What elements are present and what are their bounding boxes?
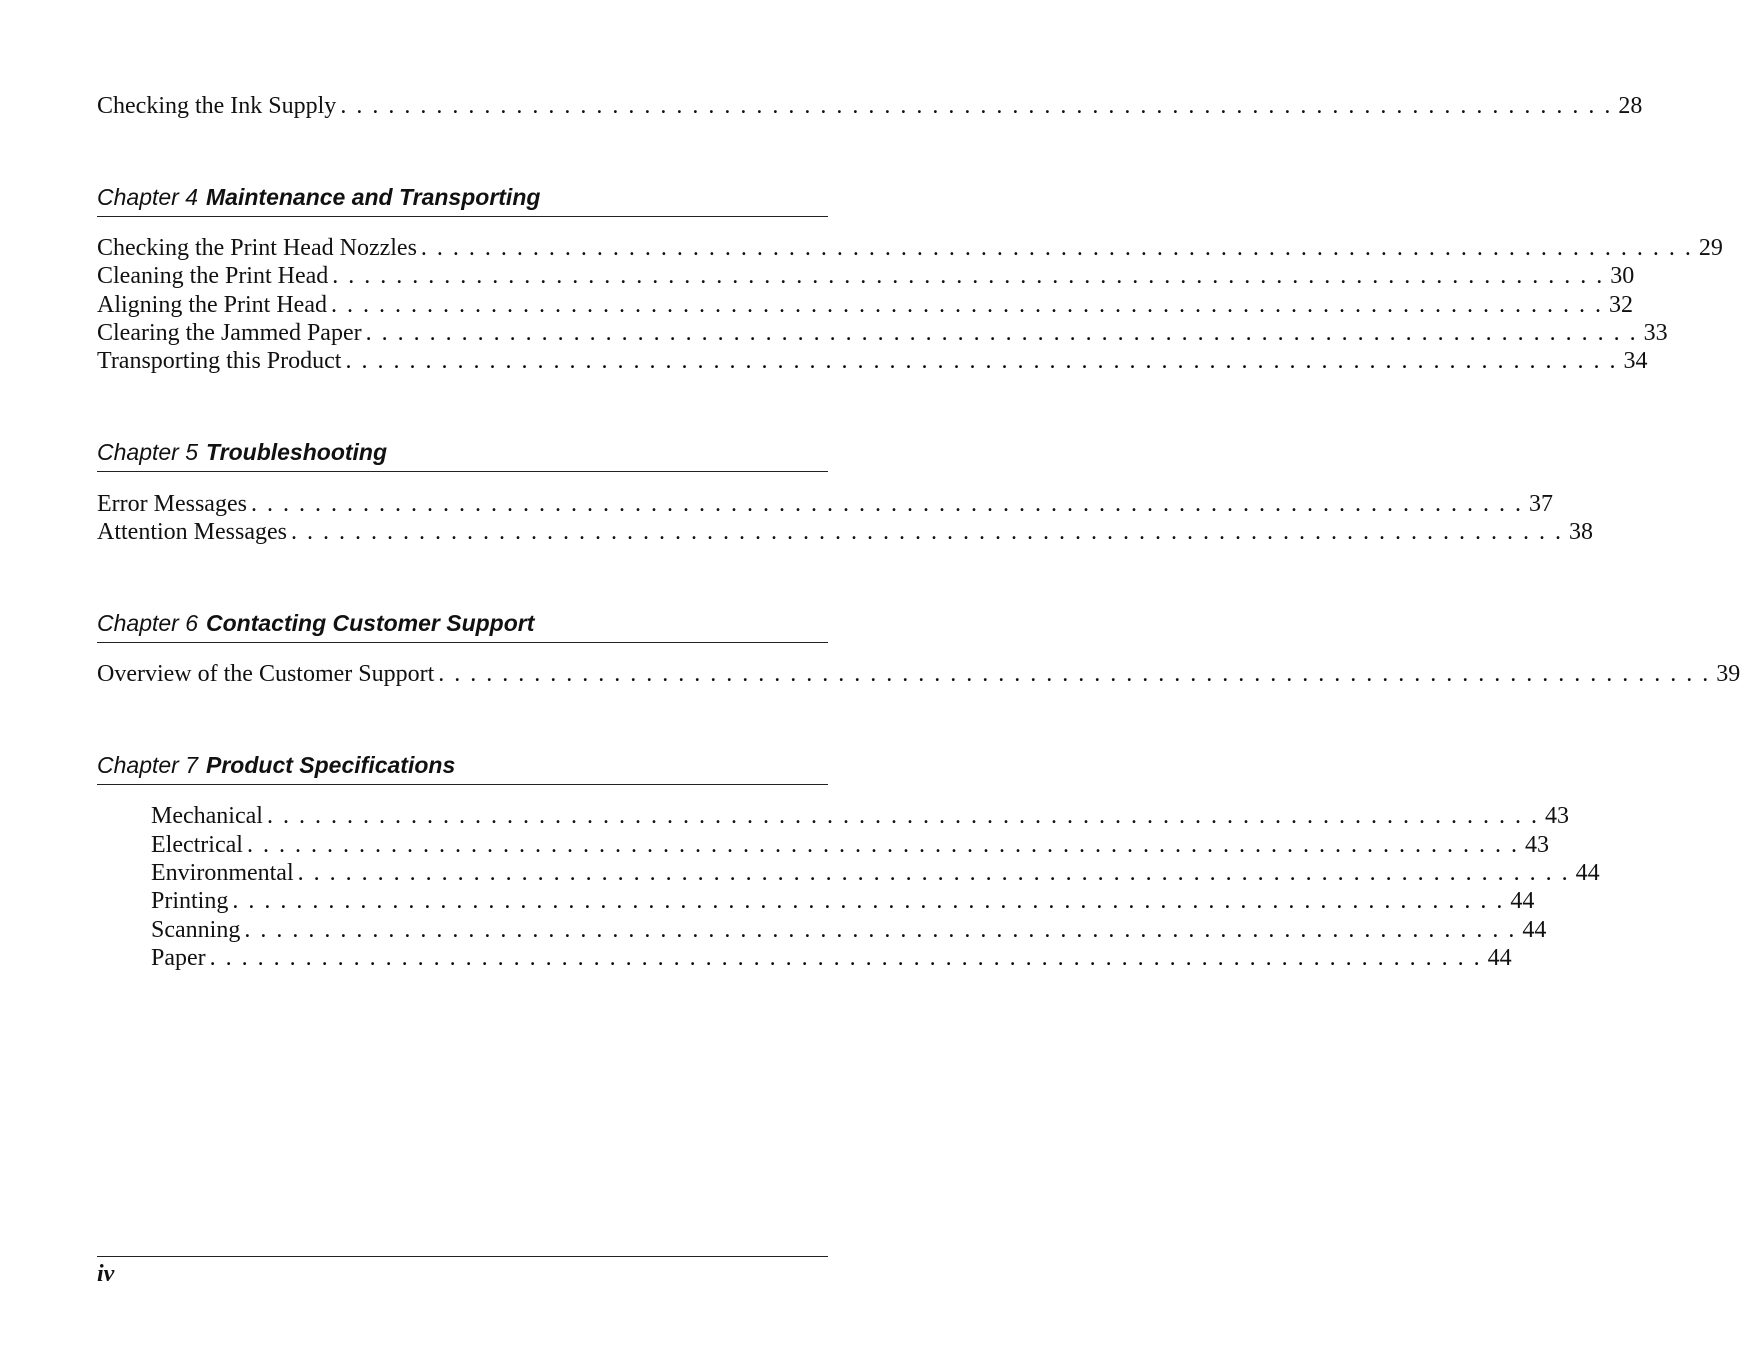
- chapter-label: Chapter 5: [97, 439, 199, 465]
- dot-leader: . . . . . . . . . . . . . . . . . . . . . . . . . . . . . . . . . . . . . . . . . . . . . . . . . . . . . . . . . . . . . . . . . . . . . . . . . . . . . . . .: [340, 93, 1613, 119]
- toc-entry-title: Cleaning the Print Head: [97, 263, 329, 289]
- toc-entry[interactable]: [151, 802, 1569, 830]
- toc-entry-title: Checking the Ink Supply: [97, 93, 337, 119]
- toc-entry-page: 30: [1610, 263, 1635, 289]
- chapter-heading: [97, 609, 828, 637]
- dot-leader: . . . . . . . . . . . . . . . . . . . . . . . . . . . . . . . . . . . . . . . . . . . . . . . . . . . . . . . . . . . . . . . . . . . . . . . . . . . . . . . .: [365, 320, 1638, 346]
- toc-entry-title: Scanning: [151, 917, 241, 943]
- toc-entry[interactable]: [97, 262, 1635, 290]
- chapter-heading: [97, 183, 828, 211]
- toc-entry[interactable]: [97, 660, 1740, 688]
- toc-entry[interactable]: [97, 518, 1593, 546]
- toc-entry-page: 28: [1618, 93, 1643, 119]
- toc-entry-title: Checking the Print Head Nozzles: [97, 235, 417, 261]
- chapter-rule: [97, 642, 828, 643]
- dot-leader: . . . . . . . . . . . . . . . . . . . . . . . . . . . . . . . . . . . . . . . . . . . . . . . . . . . . . . . . . . . . . . . . . . . . . . . . . . . . . . . .: [232, 888, 1505, 914]
- dot-leader: . . . . . . . . . . . . . . . . . . . . . . . . . . . . . . . . . . . . . . . . . . . . . . . . . . . . . . . . . . . . . . . . . . . . . . . . . . . . . . . .: [246, 832, 1519, 858]
- toc-entry-page: 43: [1544, 803, 1569, 829]
- toc-entry-page: 32: [1608, 292, 1633, 318]
- chapter-heading: [97, 438, 828, 466]
- chapter-title: Product Specifications: [206, 752, 456, 778]
- toc-entry-page: 44: [1487, 945, 1512, 971]
- chapter-heading: [97, 751, 828, 779]
- toc-entry[interactable]: [97, 347, 1648, 375]
- chapter-rule: [97, 784, 828, 785]
- toc-entry-page: 34: [1623, 348, 1648, 374]
- toc-entry-page: 37: [1528, 491, 1553, 517]
- toc-entry[interactable]: [97, 490, 1553, 518]
- chapter-rule: [97, 471, 828, 472]
- toc-entry[interactable]: [151, 859, 1600, 887]
- chapter-label: Chapter 6: [97, 610, 199, 636]
- toc-entry-title: Printing: [151, 888, 229, 914]
- dot-leader: . . . . . . . . . . . . . . . . . . . . . . . . . . . . . . . . . . . . . . . . . . . . . . . . . . . . . . . . . . . . . . . . . . . . . . . . . . . . . . . .: [420, 235, 1693, 261]
- toc-entry-title: Paper: [151, 945, 206, 971]
- toc-entry-title: Aligning the Print Head: [97, 292, 327, 318]
- toc-entry-title: Error Messages: [97, 491, 247, 517]
- toc-entry[interactable]: [97, 92, 1643, 120]
- toc-entry-title: Electrical: [151, 832, 243, 858]
- toc-entry[interactable]: [97, 234, 1723, 262]
- toc-entry-page: 33: [1643, 320, 1668, 346]
- chapter-title: Troubleshooting: [206, 439, 388, 465]
- toc-entry-title: Attention Messages: [97, 519, 287, 545]
- toc-entry-page: 44: [1575, 860, 1600, 886]
- chapter-label: Chapter 4: [97, 184, 199, 210]
- toc-entry-page: 43: [1524, 832, 1549, 858]
- toc-entry-page: 44: [1510, 888, 1535, 914]
- toc-entry[interactable]: [151, 831, 1549, 859]
- toc-entry-page: 38: [1568, 519, 1593, 545]
- footer-rule: [97, 1256, 828, 1257]
- dot-leader: . . . . . . . . . . . . . . . . . . . . . . . . . . . . . . . . . . . . . . . . . . . . . . . . . . . . . . . . . . . . . . . . . . . . . . . . . . . . . . . .: [250, 491, 1523, 517]
- toc-entry-title: Mechanical: [151, 803, 263, 829]
- page-number: iv: [97, 1261, 115, 1287]
- dot-leader: . . . . . . . . . . . . . . . . . . . . . . . . . . . . . . . . . . . . . . . . . . . . . . . . . . . . . . . . . . . . . . . . . . . . . . . . . . . . . . . .: [297, 860, 1570, 886]
- dot-leader: . . . . . . . . . . . . . . . . . . . . . . . . . . . . . . . . . . . . . . . . . . . . . . . . . . . . . . . . . . . . . . . . . . . . . . . . . . . . . . . .: [209, 945, 1482, 971]
- chapter-rule: [97, 216, 828, 217]
- dot-leader: . . . . . . . . . . . . . . . . . . . . . . . . . . . . . . . . . . . . . . . . . . . . . . . . . . . . . . . . . . . . . . . . . . . . . . . . . . . . . . . .: [332, 263, 1605, 289]
- toc-entry-title: Environmental: [151, 860, 294, 886]
- dot-leader: . . . . . . . . . . . . . . . . . . . . . . . . . . . . . . . . . . . . . . . . . . . . . . . . . . . . . . . . . . . . . . . . . . . . . . . . . . . . . . . .: [330, 292, 1603, 318]
- dot-leader: . . . . . . . . . . . . . . . . . . . . . . . . . . . . . . . . . . . . . . . . . . . . . . . . . . . . . . . . . . . . . . . . . . . . . . . . . . . . . . . .: [244, 917, 1517, 943]
- toc-entry[interactable]: [151, 887, 1535, 915]
- toc-entry[interactable]: [97, 319, 1668, 347]
- chapter-label: Chapter 7: [97, 752, 199, 778]
- dot-leader: . . . . . . . . . . . . . . . . . . . . . . . . . . . . . . . . . . . . . . . . . . . . . . . . . . . . . . . . . . . . . . . . . . . . . . . . . . . . . . . .: [290, 519, 1563, 545]
- toc-entry-page: 29: [1698, 235, 1723, 261]
- dot-leader: . . . . . . . . . . . . . . . . . . . . . . . . . . . . . . . . . . . . . . . . . . . . . . . . . . . . . . . . . . . . . . . . . . . . . . . . . . . . . . . .: [266, 803, 1539, 829]
- toc-entry-title: Transporting this Product: [97, 348, 342, 374]
- toc-entry[interactable]: [151, 916, 1547, 944]
- dot-leader: . . . . . . . . . . . . . . . . . . . . . . . . . . . . . . . . . . . . . . . . . . . . . . . . . . . . . . . . . . . . . . . . . . . . . . . . . . . . . . . .: [345, 348, 1618, 374]
- toc-entry[interactable]: [97, 291, 1633, 319]
- chapter-title: Contacting Customer Support: [206, 610, 535, 636]
- chapter-title: Maintenance and Transporting: [206, 184, 541, 210]
- toc-entry-title: Clearing the Jammed Paper: [97, 320, 362, 346]
- dot-leader: . . . . . . . . . . . . . . . . . . . . . . . . . . . . . . . . . . . . . . . . . . . . . . . . . . . . . . . . . . . . . . . . . . . . . . . . . . . . . . . .: [438, 661, 1711, 687]
- toc-entry-page: 44: [1522, 917, 1547, 943]
- toc-entry-page: 39: [1716, 661, 1740, 687]
- toc-entry-title: Overview of the Customer Support: [97, 661, 435, 687]
- toc-entry[interactable]: [151, 944, 1512, 972]
